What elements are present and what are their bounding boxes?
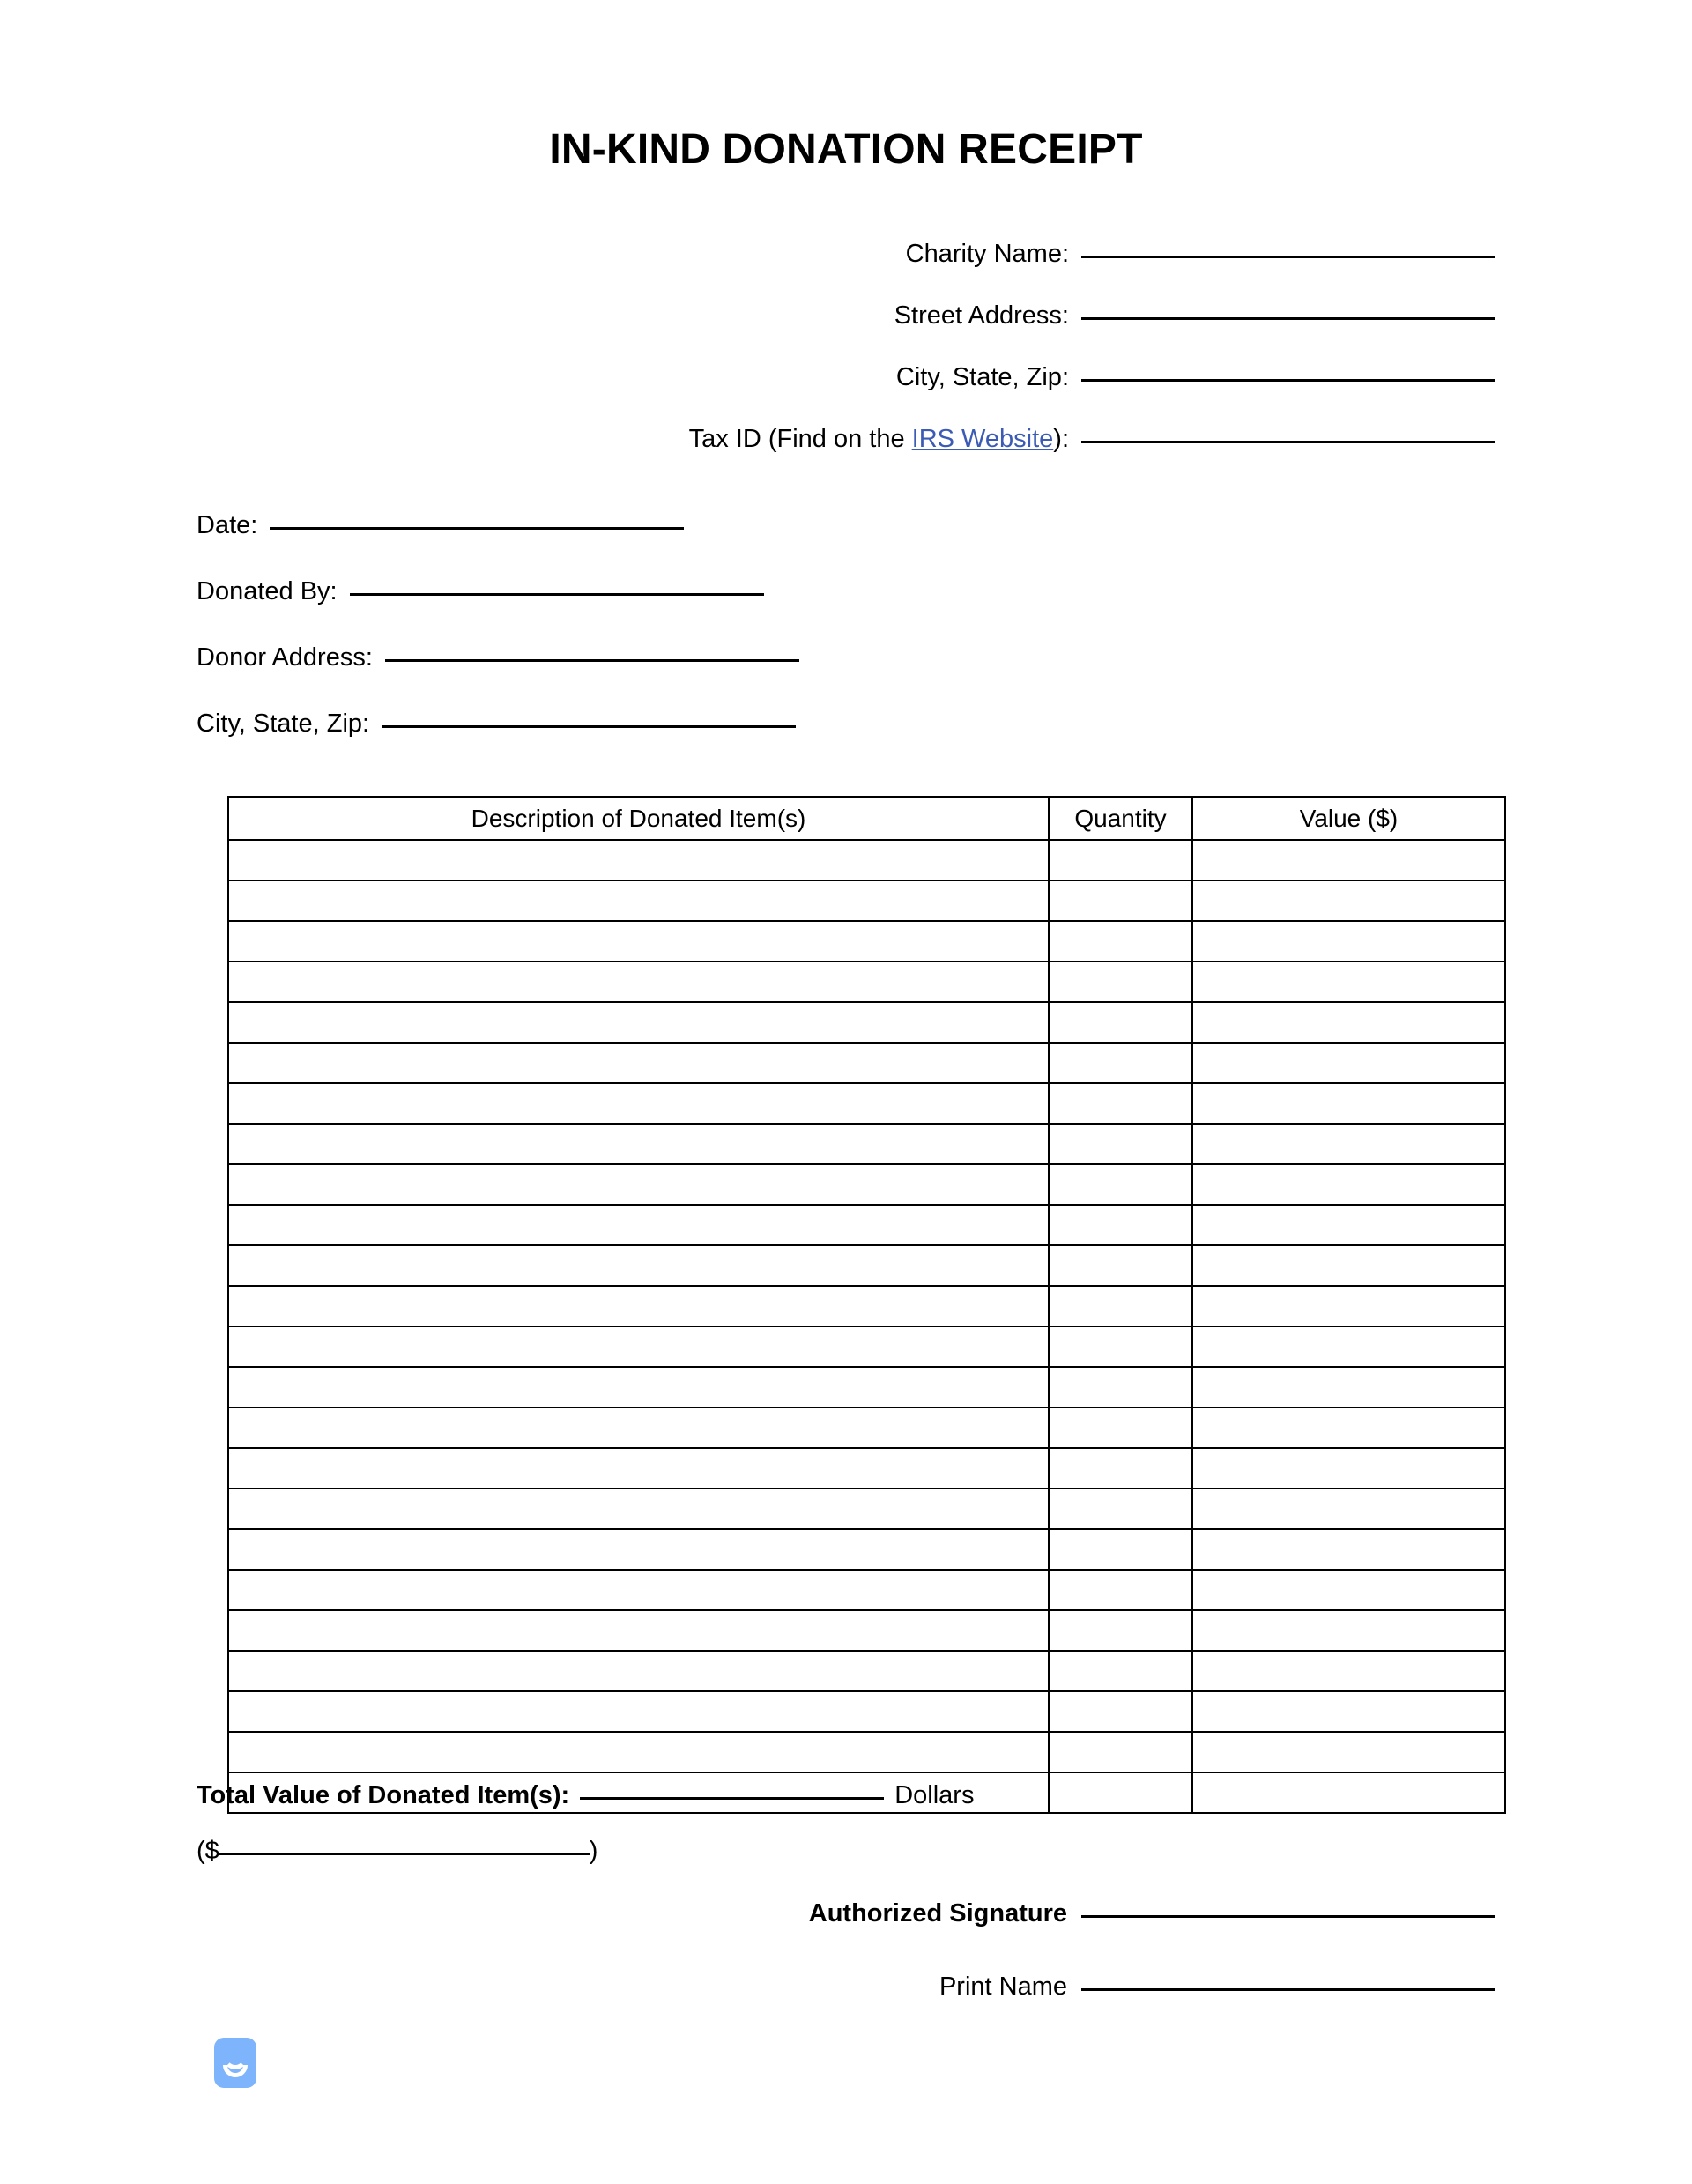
quantity-cell[interactable] <box>1049 1651 1192 1691</box>
authorized-signature-input-line[interactable] <box>1081 1915 1495 1918</box>
total-paren-open: ($ <box>197 1837 219 1865</box>
value-cell[interactable] <box>1192 1732 1505 1772</box>
description-cell[interactable] <box>228 1286 1049 1326</box>
description-cell[interactable] <box>228 1002 1049 1043</box>
description-cell[interactable] <box>228 1043 1049 1083</box>
value-cell[interactable] <box>1192 1083 1505 1124</box>
tax-id-label <box>689 425 1069 454</box>
charity-street-address-field <box>229 301 1495 331</box>
value-cell[interactable] <box>1192 962 1505 1002</box>
print-name-field <box>229 1972 1495 2002</box>
charity-city-state-zip-label: City, State, Zip: <box>895 363 1069 391</box>
print-name-label: Print Name <box>939 1972 1067 2001</box>
charity-street-address-label: Street Address: <box>894 301 1069 330</box>
total-paren-close: ) <box>589 1837 598 1865</box>
value-cell[interactable] <box>1192 1570 1505 1610</box>
value-cell[interactable] <box>1192 1326 1505 1367</box>
date-label: Date: <box>197 511 258 539</box>
donor-info-section <box>197 511 799 739</box>
quantity-cell[interactable] <box>1049 1529 1192 1570</box>
value-cell[interactable] <box>1192 1610 1505 1651</box>
table-body <box>228 840 1505 1813</box>
totals-section <box>197 1781 974 1866</box>
page-title: IN-KIND DONATION RECEIPT <box>549 126 1143 173</box>
description-cell[interactable] <box>228 1367 1049 1408</box>
description-cell[interactable] <box>228 1124 1049 1164</box>
tax-id-input-line[interactable] <box>1081 441 1495 443</box>
table-row <box>228 1245 1505 1286</box>
charity-info-section <box>229 240 1495 454</box>
description-cell[interactable] <box>228 1408 1049 1448</box>
quantity-cell[interactable] <box>1049 1610 1192 1651</box>
table-row <box>228 1124 1505 1164</box>
brand-logo[interactable] <box>214 2038 256 2088</box>
column-header-description: Description of Donated Item(s) <box>228 797 1049 840</box>
quantity-cell[interactable] <box>1049 1245 1192 1286</box>
table-row <box>228 921 1505 962</box>
description-cell[interactable] <box>228 962 1049 1002</box>
quantity-cell[interactable] <box>1049 1367 1192 1408</box>
column-header-quantity: Quantity <box>1049 797 1192 840</box>
tax-id-suffix-text: ): <box>1053 425 1069 453</box>
table-row <box>228 1489 1505 1529</box>
date-input-line[interactable] <box>270 527 684 530</box>
description-cell[interactable] <box>228 1448 1049 1489</box>
table-row <box>228 1691 1505 1732</box>
description-cell[interactable] <box>228 1610 1049 1651</box>
smiley-document-icon <box>214 2038 256 2088</box>
tax-id-prefix-text: Tax ID (Find on the <box>688 425 912 453</box>
table-row <box>228 1367 1505 1408</box>
donated-by-input-line[interactable] <box>350 593 764 596</box>
quantity-cell[interactable] <box>1049 1164 1192 1205</box>
charity-name-label: Charity Name: <box>905 240 1069 268</box>
value-cell[interactable] <box>1192 880 1505 921</box>
value-cell[interactable] <box>1192 1205 1505 1245</box>
table-row <box>228 1164 1505 1205</box>
value-cell[interactable] <box>1192 1448 1505 1489</box>
table-row <box>228 840 1505 880</box>
value-cell[interactable] <box>1192 1772 1505 1813</box>
donated-items-table <box>227 796 1506 1814</box>
quantity-cell[interactable] <box>1049 1205 1192 1245</box>
quantity-cell[interactable] <box>1049 921 1192 962</box>
total-value-row <box>197 1781 974 1810</box>
table-row <box>228 1002 1505 1043</box>
quantity-cell[interactable] <box>1049 1691 1192 1732</box>
table-row <box>228 1205 1505 1245</box>
description-cell[interactable] <box>228 1489 1049 1529</box>
print-name-input-line[interactable] <box>1081 1988 1495 1991</box>
authorized-signature-label: Authorized Signature <box>808 1899 1067 1928</box>
quantity-cell[interactable] <box>1049 1124 1192 1164</box>
donated-by-field <box>197 577 799 606</box>
table-header <box>228 797 1505 840</box>
table-row <box>228 1610 1505 1651</box>
table-row <box>228 1043 1505 1083</box>
description-cell[interactable] <box>228 1083 1049 1124</box>
description-cell[interactable] <box>228 1205 1049 1245</box>
description-cell[interactable] <box>228 1245 1049 1286</box>
smile-arc-icon <box>223 2057 248 2069</box>
irs-website-link[interactable]: IRS Website <box>911 425 1054 453</box>
value-cell[interactable] <box>1192 1367 1505 1408</box>
donor-address-label: Donor Address: <box>197 643 373 672</box>
quantity-cell[interactable] <box>1049 1489 1192 1529</box>
quantity-cell[interactable] <box>1049 962 1192 1002</box>
table-row <box>228 1448 1505 1489</box>
value-cell[interactable] <box>1192 1245 1505 1286</box>
value-cell[interactable] <box>1192 1691 1505 1732</box>
charity-name-field <box>229 240 1495 269</box>
quantity-cell[interactable] <box>1049 880 1192 921</box>
total-value-input-line[interactable] <box>580 1797 884 1800</box>
table-row <box>228 1570 1505 1610</box>
quantity-cell[interactable] <box>1049 1286 1192 1326</box>
total-numeric-input-line[interactable] <box>219 1853 590 1855</box>
description-cell[interactable] <box>228 1691 1049 1732</box>
donor-address-field <box>197 643 799 672</box>
quantity-cell[interactable] <box>1049 1043 1192 1083</box>
table-header-row <box>228 797 1505 840</box>
quantity-cell[interactable] <box>1049 1448 1192 1489</box>
table-row <box>228 1732 1505 1772</box>
value-cell[interactable] <box>1192 1124 1505 1164</box>
value-cell[interactable] <box>1192 1489 1505 1529</box>
value-cell[interactable] <box>1192 1408 1505 1448</box>
table-row <box>228 880 1505 921</box>
value-cell[interactable] <box>1192 1002 1505 1043</box>
value-cell[interactable] <box>1192 921 1505 962</box>
total-value-unit-label: Dollars <box>894 1781 975 1809</box>
charity-name-input-line[interactable] <box>1081 256 1495 258</box>
charity-city-state-zip-field <box>229 363 1495 392</box>
quantity-cell[interactable] <box>1049 1408 1192 1448</box>
donated-by-label: Donated By: <box>197 577 338 605</box>
value-cell[interactable] <box>1192 840 1505 880</box>
description-cell[interactable] <box>228 880 1049 921</box>
donor-city-state-zip-input-line[interactable] <box>382 725 796 728</box>
table-row <box>228 1529 1505 1570</box>
description-cell[interactable] <box>228 1326 1049 1367</box>
value-cell[interactable] <box>1192 1164 1505 1205</box>
value-cell[interactable] <box>1192 1286 1505 1326</box>
signature-section <box>229 1899 1495 2002</box>
quantity-cell[interactable] <box>1049 1002 1192 1043</box>
value-cell[interactable] <box>1192 1529 1505 1570</box>
quantity-cell[interactable] <box>1049 1570 1192 1610</box>
description-cell[interactable] <box>228 1732 1049 1772</box>
total-value-label: Total Value of Donated Item(s): <box>197 1781 570 1809</box>
charity-city-state-zip-input-line[interactable] <box>1081 379 1495 382</box>
charity-street-address-input-line[interactable] <box>1081 317 1495 320</box>
quantity-cell[interactable] <box>1049 1772 1192 1813</box>
authorized-signature-field <box>229 1899 1495 1928</box>
value-cell[interactable] <box>1192 1043 1505 1083</box>
description-cell[interactable] <box>228 1570 1049 1610</box>
description-cell[interactable] <box>228 1164 1049 1205</box>
quantity-cell[interactable] <box>1049 1083 1192 1124</box>
column-header-value: Value ($) <box>1192 797 1505 840</box>
table-row <box>228 1651 1505 1691</box>
donor-city-state-zip-field <box>197 709 799 739</box>
description-cell[interactable] <box>228 840 1049 880</box>
table-row <box>228 1408 1505 1448</box>
donor-address-input-line[interactable] <box>385 659 799 662</box>
description-cell[interactable] <box>228 1651 1049 1691</box>
tax-id-field <box>229 425 1495 454</box>
quantity-cell[interactable] <box>1049 1732 1192 1772</box>
table-row <box>228 1326 1505 1367</box>
table-row <box>228 1083 1505 1124</box>
table-row <box>228 1286 1505 1326</box>
donor-city-state-zip-label: City, State, Zip: <box>197 709 370 738</box>
total-numeric-row <box>197 1837 974 1866</box>
description-cell[interactable] <box>228 921 1049 962</box>
table-row <box>228 962 1505 1002</box>
quantity-cell[interactable] <box>1049 840 1192 880</box>
value-cell[interactable] <box>1192 1651 1505 1691</box>
quantity-cell[interactable] <box>1049 1326 1192 1367</box>
description-cell[interactable] <box>228 1529 1049 1570</box>
date-field <box>197 511 799 540</box>
